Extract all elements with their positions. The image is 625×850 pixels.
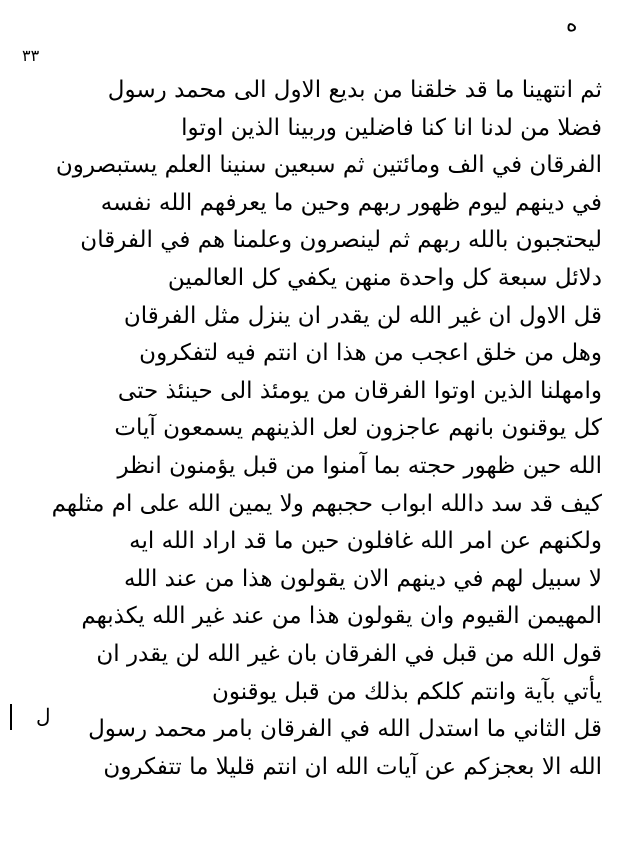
text-line: دلائل سبعة كل واحدة منهن يكفي كل العالمين: [167, 264, 602, 291]
text-line: قل الثاني ما استدل الله في الفرقان بامر محمد رسول: [88, 716, 602, 743]
text-line: ليحتجبون بالله ربهم ثم لينصرون وعلمنا هم في الفرقان: [80, 227, 602, 254]
text-line: قل الاول ان غير الله لن يقدر ان ينزل مثل الفرقان: [123, 302, 602, 329]
text-line: في دينهم ليوم ظهور ربهم وحين ما يعرفهم الله نفسه: [100, 189, 602, 216]
text-line: الفرقان في الف ومائتين ثم سبعين سنينا العلم يستبصرون: [55, 152, 602, 179]
text-line: المهيمن القيوم وان يقولون هذا من عند غير الله يكذبهم: [81, 603, 602, 630]
text-line: فضلا من لدنا انا كنا فاضلين وربينا الذين اوتوا: [181, 114, 602, 141]
page-number: ه: [566, 12, 578, 37]
marginal-numeral: ٣٣: [22, 46, 40, 65]
text-line: وهل من خلق اعجب من هذا ان انتم فيه لتفكرون: [139, 340, 602, 367]
text-line: الله الا بعجزكم عن آيات الله ان انتم قليلا ما تتفكرون: [103, 753, 602, 780]
margin-stroke: [10, 704, 12, 730]
text-line: ثم انتهينا ما قد خلقنا من بديع الاول الى محمد رسول: [107, 77, 602, 103]
text-line: لا سبيل لهم في دينهم الان يقولون هذا من عند الله: [124, 565, 602, 592]
text-line: ولكنهم عن امر الله غافلون حين ما قد اراد الله ايه: [129, 528, 602, 555]
text-line: وامهلنا الذين اوتوا الفرقان من يومئذ الى حينئذ حتى: [117, 377, 602, 404]
margin-note: ل: [36, 704, 51, 728]
text-line: يأتي بآية وانتم كلكم بذلك من قبل يوقنون: [211, 678, 602, 705]
text-line: الله حين ظهور حجته بما آمنوا من قبل يؤمنون انظر: [117, 452, 602, 479]
text-line: كيف قد سد دالله ابواب حجبهم ولا يمين الله على ام مثلهم: [51, 490, 602, 517]
text-line: قول الله من قبل في الفرقان بان غير الله لن يقدر ان: [96, 640, 602, 667]
text-line: كل يوقنون بانهم عاجزون لعل الذينهم يسمعون آيات: [114, 415, 602, 442]
manuscript-text: [30, 72, 602, 786]
